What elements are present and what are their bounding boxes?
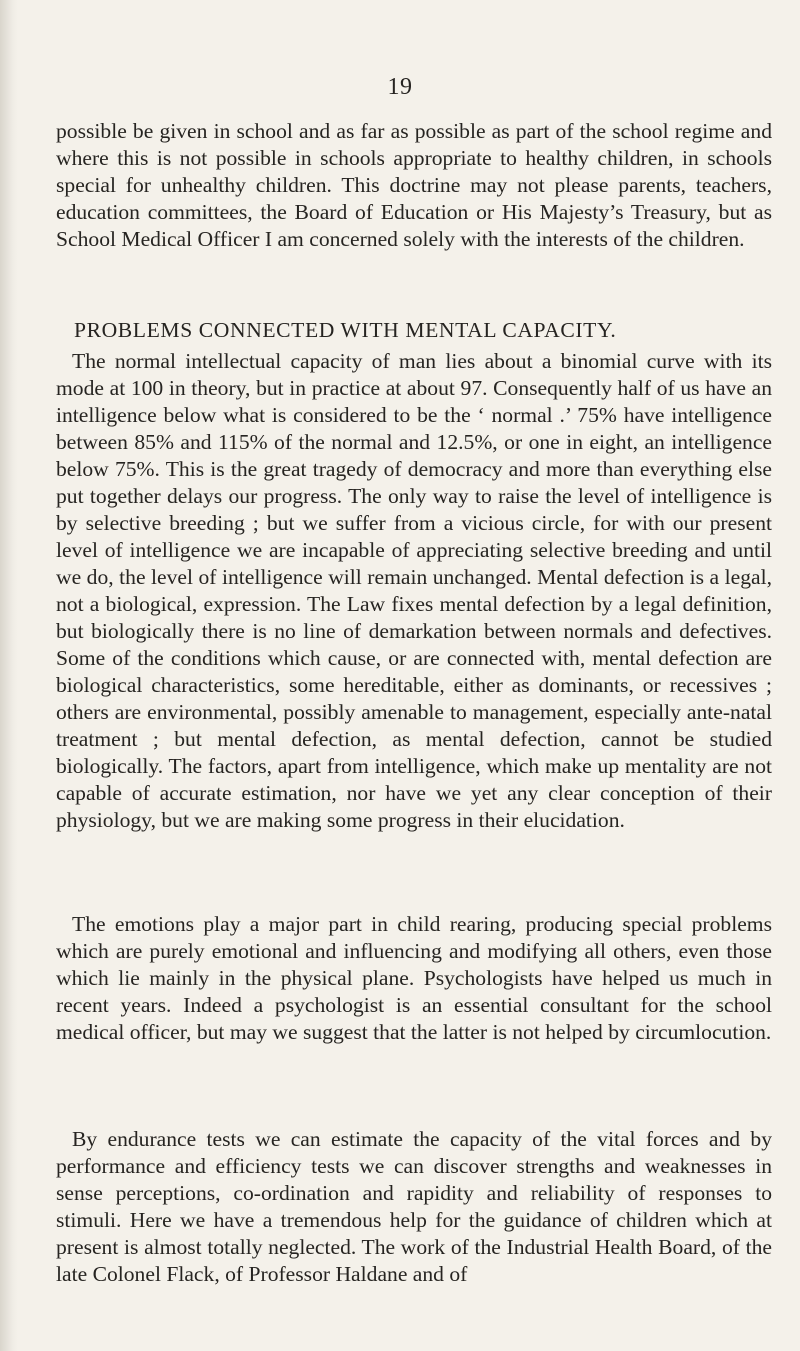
section-heading: PROBLEMS CONNECTED WITH MENTAL CAPACITY. [74, 318, 617, 342]
page-number: 19 [387, 74, 413, 100]
binding-edge [0, 0, 18, 1351]
paragraph-text: By endurance tests we can estimate the capacity of the vital forces and by performance and efficiency tests we can discover strengths and weaknesses in sense perceptions, co-ordination and rapidity and reliability of responses to stimuli. Here we have a tremendous help for the guidance of children which at present is almost totally neglected. The work of the Industrial Health Board, of the late Colonel Flack, of Professor Haldane and of [56, 1127, 772, 1286]
paragraph-emotions [56, 911, 772, 1046]
paragraph-school-regime [56, 118, 772, 253]
paragraph-text: possible be given in school and as far as possible as part of the school regime and where this is not possible in schools appropriate to healthy children, in schools special for unhealthy children. This doctrine may not please parents, teachers, education committees, the Board of Education or His Majesty’s Treasury, but as School Medical Officer I am concerned solely with the interests of the children. [56, 119, 772, 251]
paragraph-endurance-tests [56, 1126, 772, 1288]
paragraph-text: The emotions play a major part in child rearing, producing special problems which are purely emotional and influencing and modifying all others, even those which lie mainly in the physical plane. Psychologists have helped us much in recent years. Indeed a psychologist is an essential consultant for the school medical officer, but may we suggest that the latter is not helped by circumlocution. [56, 912, 772, 1044]
paragraph-text: The normal intellectual capacity of man lies about a binomial curve with its mode at 100 in theory, but in practice at about 97. Consequently half of us have an intelligence below what is considered to be the ‘ normal .’ 75% have intelligence between 85% and 115% of the normal and 12.5%, or one in eight, an intelligence below 75%. This is the great tragedy of democracy and more than everything else put together delays our progress. The only way to raise the level of intelligence is by selective breeding ; but we suffer from a vicious circle, for with our present level of intelligence we are incapable of appreciating selective breeding and until we do, the level of intelligence will remain unchanged. Mental defection is a legal, not a biological, expression. The Law fixes mental defection by a legal definition, but biologically there is no line of demarkation between normals and defectives. Some of the conditions which cause, or are connected with, mental defection are biological characteristics, some hereditable, either as dominants, or recessives ; others are environmental, possibly amenable to management, especially ante-natal treatment ; but mental defection, as mental defection, cannot be studied biologically. The factors, apart from intelligence, which make up mentality are not capable of accurate estimation, nor have we yet any clear conception of their physiology, but we are making some progress in their elucidation. [56, 349, 772, 832]
paragraph-intellectual-capacity [56, 348, 772, 834]
